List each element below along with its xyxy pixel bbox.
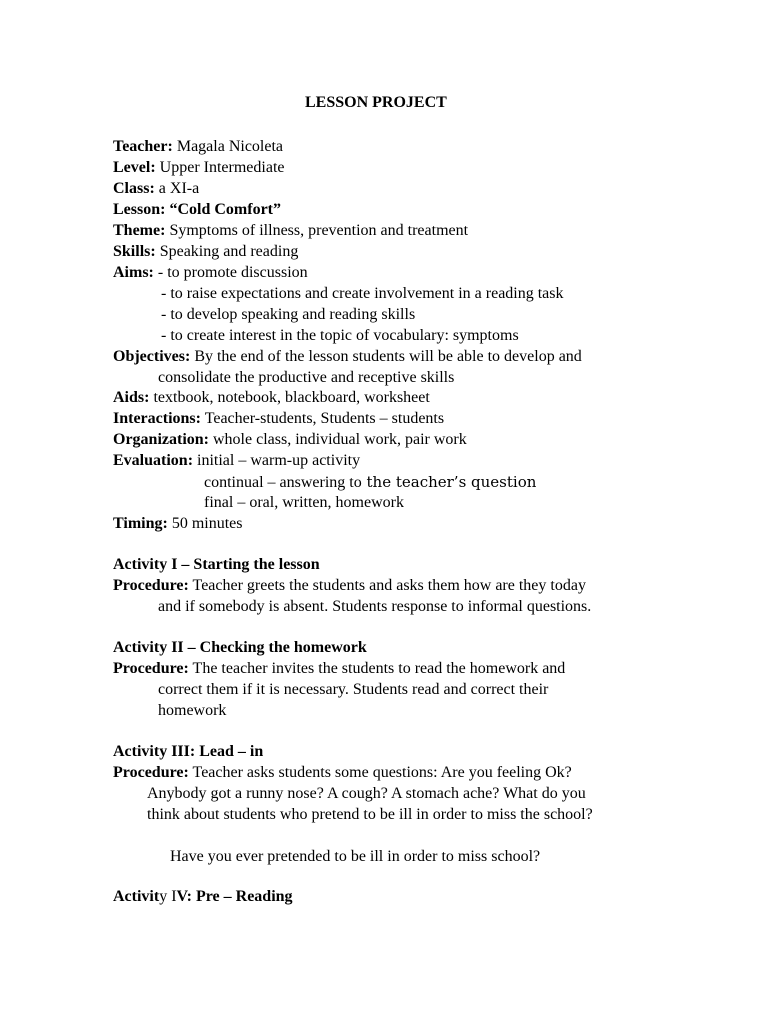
theme-label: Theme:: [113, 222, 166, 239]
aim-item: - to raise expectations and create involvement in a reading task: [161, 285, 564, 302]
objectives-text: By the end of the lesson students will be able to develop and: [190, 348, 582, 365]
activity-heading: Activity II – Checking the homework: [113, 639, 367, 656]
lesson-label: Lesson:: [113, 201, 166, 218]
aims-line: [113, 263, 308, 283]
class-line: [113, 179, 199, 199]
page-title: LESSON PROJECT: [305, 94, 447, 111]
procedure-text: The teacher invites the students to read the homework and: [188, 660, 566, 677]
organization-label: Organization:: [113, 431, 209, 448]
aids-line: [113, 388, 430, 408]
procedure-label: Procedure:: [113, 577, 189, 594]
organization-value: whole class, individual work, pair work: [209, 431, 467, 448]
procedure-label: Procedure:: [113, 764, 189, 781]
interactions-value: Teacher-students, Students – students: [200, 410, 445, 427]
lesson-value: “Cold Comfort”: [165, 201, 281, 218]
theme-line: [113, 221, 468, 241]
evaluation-item: final – oral, written, homework: [204, 494, 404, 511]
level-value: Upper Intermediate: [155, 159, 285, 176]
level-line: [113, 158, 284, 178]
procedure-label: Procedure:: [113, 660, 189, 677]
theme-value: Symptoms of illness, prevention and treatment: [165, 222, 469, 239]
procedure-line: [113, 763, 572, 783]
timing-value: 50 minutes: [167, 515, 243, 532]
procedure-line: [113, 576, 586, 596]
aim-item: - to promote discussion: [153, 264, 308, 281]
aim-item: - to create interest in the topic of vocabulary: symptoms: [161, 327, 519, 344]
teacher-label: Teacher:: [113, 138, 173, 155]
procedure-text: think about students who pretend to be ill in order to miss the school?: [147, 806, 593, 823]
activity-heading: [113, 887, 293, 907]
class-label: Class:: [113, 180, 155, 197]
procedure-text: homework: [158, 702, 227, 719]
interactions-line: [113, 409, 444, 429]
activity-heading-part: Activit: [113, 888, 160, 905]
activity-heading: Activity I – Starting the lesson: [113, 556, 320, 573]
evaluation-item-text: continual – answering to: [204, 474, 362, 491]
activity-heading-part: V: Pre – Reading: [176, 888, 293, 905]
level-label: Level:: [113, 159, 156, 176]
procedure-text: and if somebody is absent. Students response to informal questions.: [158, 598, 592, 615]
evaluation-item-text: the teacher’s question: [361, 473, 537, 491]
activity-heading-part: y I: [159, 888, 177, 905]
objectives-text: consolidate the productive and receptive skills: [158, 369, 455, 386]
aids-value: textbook, notebook, blackboard, worksheet: [149, 389, 430, 406]
objectives-line: [113, 347, 582, 367]
objectives-label: Objectives:: [113, 348, 191, 365]
timing-line: [113, 514, 243, 534]
evaluation-item: initial – warm-up activity: [193, 452, 361, 469]
lesson-line: [113, 200, 281, 220]
teacher-value: Magala Nicoleta: [172, 138, 284, 155]
interactions-label: Interactions:: [113, 410, 201, 427]
evaluation-label: Evaluation:: [113, 452, 194, 469]
procedure-text: Teacher greets the students and asks them how are they today: [188, 577, 586, 594]
lead-in-question: Have you ever pretended to be ill in order to miss school?: [170, 848, 541, 865]
skills-value: Speaking and reading: [155, 243, 299, 260]
aims-label: Aims:: [113, 264, 154, 281]
activity-heading: Activity III: Lead – in: [113, 743, 264, 760]
procedure-line: [113, 659, 565, 679]
teacher-line: [113, 137, 283, 157]
organization-line: [113, 430, 467, 450]
aim-item: - to develop speaking and reading skills: [161, 306, 416, 323]
procedure-text: Teacher asks students some questions: Are you feeling Ok?: [188, 764, 572, 781]
timing-label: Timing:: [113, 515, 168, 532]
evaluation-item: [204, 472, 536, 493]
skills-label: Skills:: [113, 243, 156, 260]
class-value: a XI-a: [154, 180, 200, 197]
procedure-text: Anybody got a runny nose? A cough? A stomach ache? What do you: [147, 785, 586, 802]
aids-label: Aids:: [113, 389, 150, 406]
skills-line: [113, 242, 298, 262]
evaluation-line: [113, 451, 360, 471]
procedure-text: correct them if it is necessary. Students read and correct their: [158, 681, 549, 698]
